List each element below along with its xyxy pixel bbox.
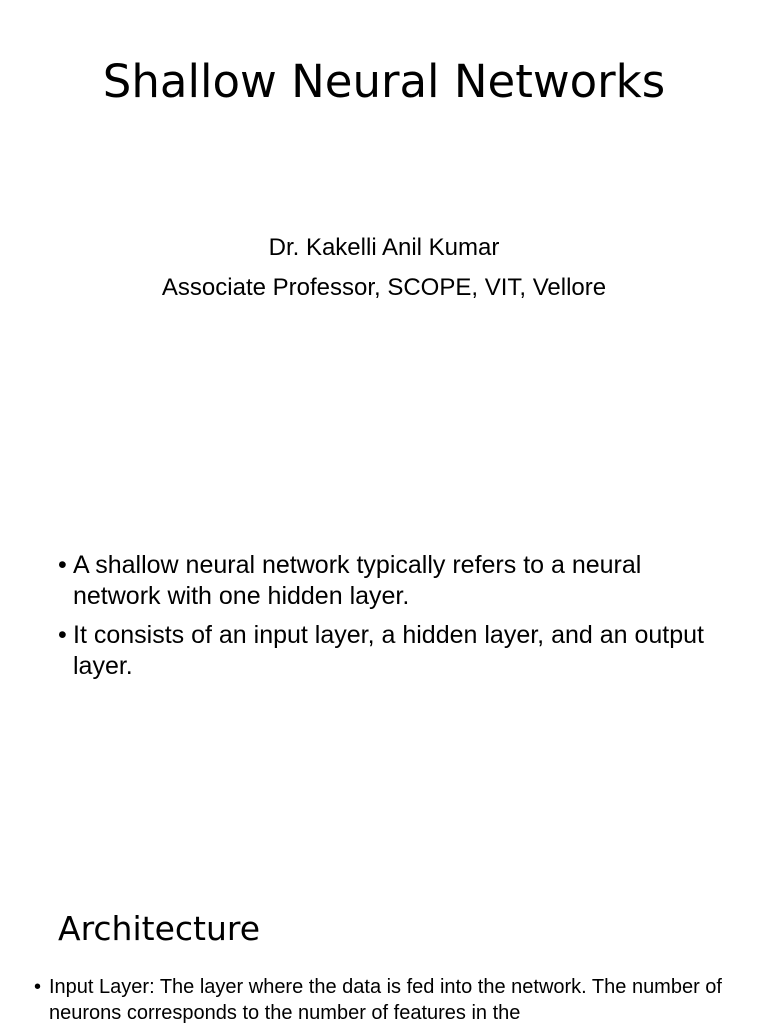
architecture-bullet-list — [34, 974, 734, 1024]
author-name: Dr. Kakelli Anil Kumar — [268, 234, 500, 261]
slide-title: Shallow Neural Networks — [102, 55, 666, 108]
list-item: • It consists of an input layer, a hidden layer, and an output layer. — [58, 620, 708, 682]
list-item: • Input Layer: The layer where the data is fed into the network. The number of neurons corresponds to the number of features in the — [34, 974, 734, 1024]
slide-subtitle — [0, 228, 768, 308]
list-item: • A shallow neural network typically refers to a neural network with one hidden layer. — [58, 550, 708, 612]
intro-bullet-list — [58, 550, 708, 690]
architecture-heading: Architecture — [58, 909, 261, 948]
author-affiliation: Associate Professor, SCOPE, VIT, Vellore — [161, 274, 607, 301]
